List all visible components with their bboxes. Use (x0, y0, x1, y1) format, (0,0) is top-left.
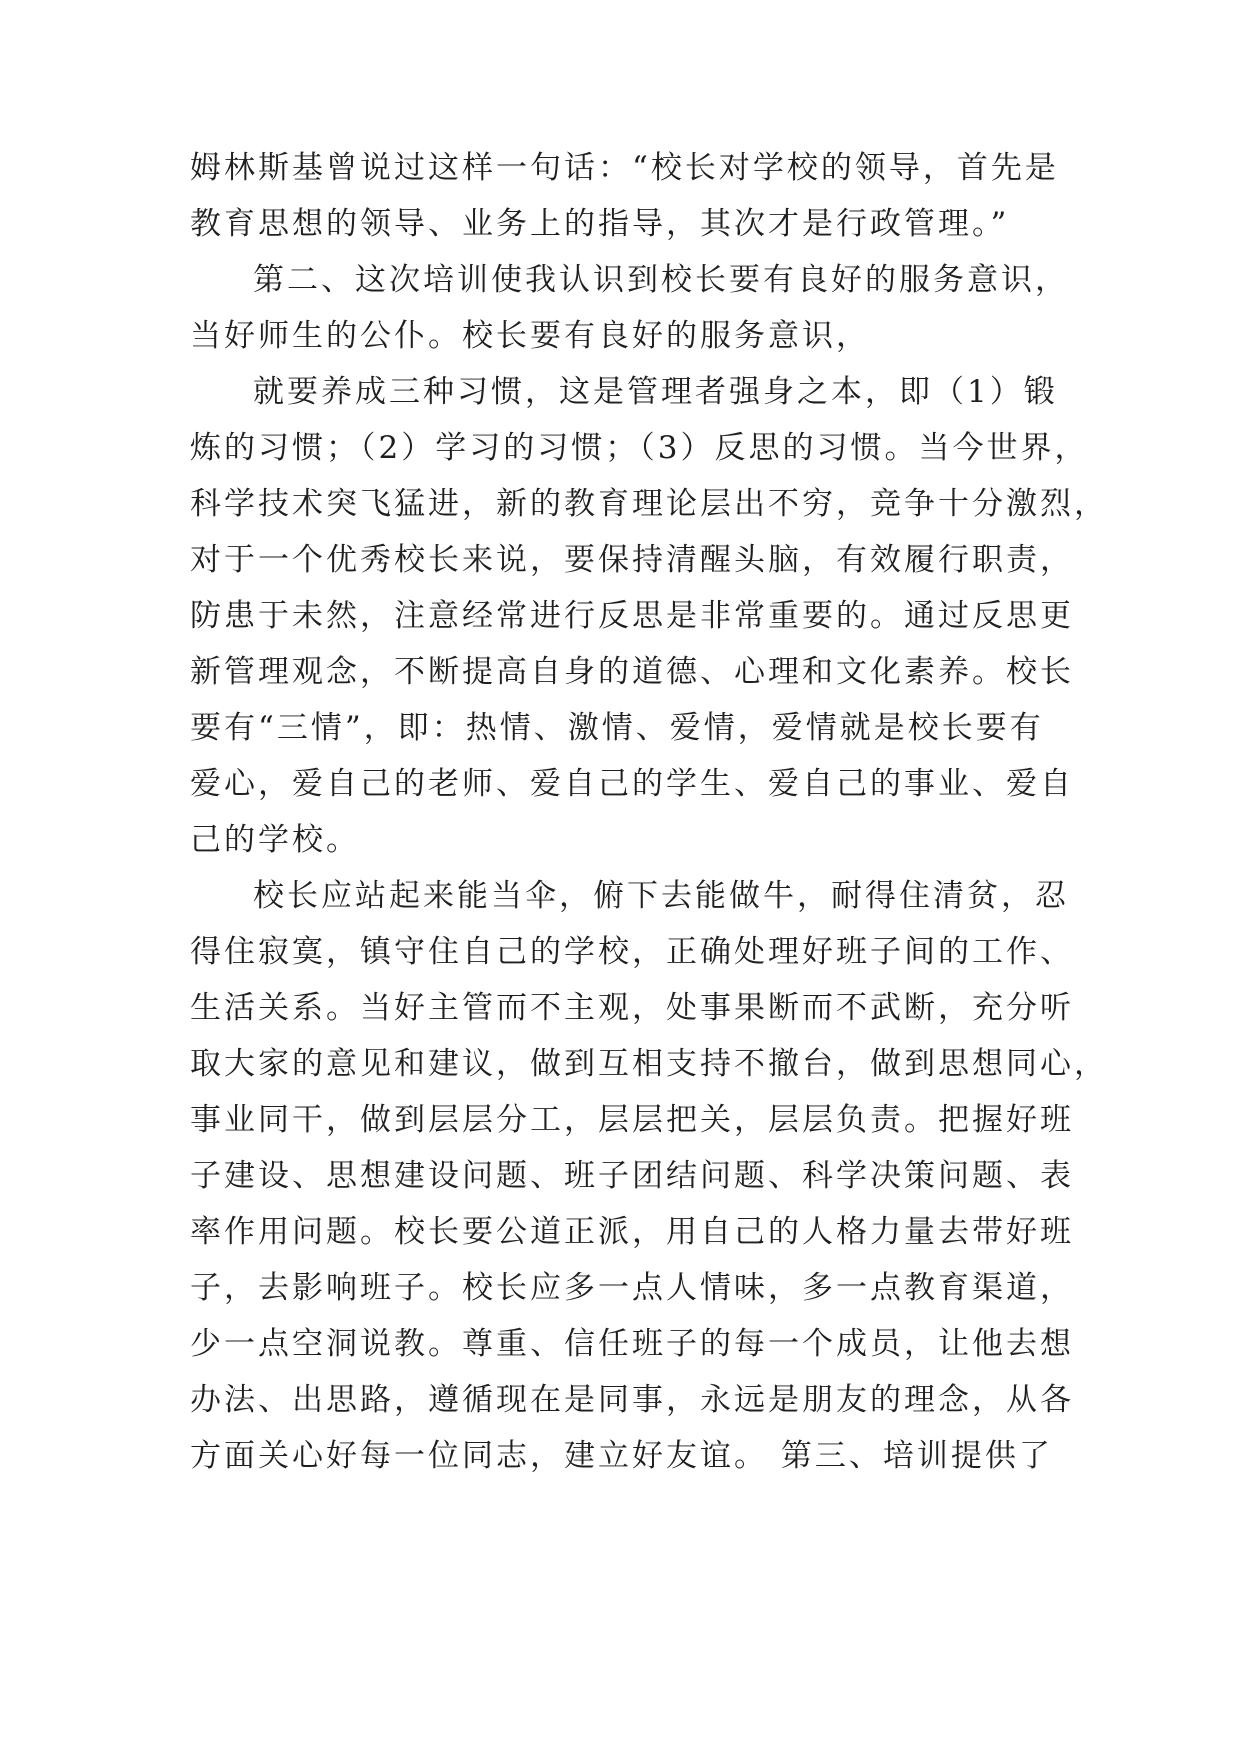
text-line: 对于一个优秀校长来说，要保持清醒头脑，有效履行职责， (190, 542, 1074, 578)
text-line: 子，去影响班子。校长应多一点人情味，多一点教育渠道， (190, 1270, 1074, 1306)
text-line: 当好师生的公仆。校长要有良好的服务意识， (190, 318, 870, 354)
text-line: 炼的习惯；（2）学习的习惯；（3）反思的习惯。当今世界， (190, 430, 1089, 466)
text-line: 生活关系。当好主管而不主观，处事果断而不武断，充分听 (190, 990, 1074, 1026)
text-line: 爱心，爱自己的老师、爱自己的学生、爱自己的事业、爱自 (190, 766, 1074, 802)
text-line: 防患于未然，注意经常进行反思是非常重要的。通过反思更 (190, 598, 1074, 634)
text-line: 第二、这次培训使我认识到校长要有良好的服务意识， (253, 262, 1069, 298)
text-line: 新管理观念，不断提高自身的道德、心理和文化素养。校长 (190, 654, 1074, 690)
text-line: 事业同干，做到层层分工，层层把关，层层负责。把握好班 (190, 1102, 1074, 1138)
text-line: 教育思想的领导、业务上的指导，其次才是行政管理。” (190, 206, 1010, 242)
text-line: 办法、出思路，遵循现在是同事，永远是朋友的理念，从各 (190, 1382, 1074, 1418)
text-line: 得住寂寞，镇守住自己的学校，正确处理好班子间的工作、 (190, 934, 1074, 970)
text-line: 方面关心好每一位同志，建立好友谊。 第三、培训提供了 (190, 1438, 1053, 1474)
text-line: 科学技术突飞猛进，新的教育理论层出不穷，竞争十分激烈， (190, 486, 1108, 522)
text-line: 己的学校。 (190, 822, 360, 858)
text-line: 少一点空洞说教。尊重、信任班子的每一个成员，让他去想 (190, 1326, 1074, 1362)
text-line: 校长应站起来能当伞，俯下去能做牛，耐得住清贫，忍 (253, 878, 1069, 914)
text-line: 要有“三情”，即：热情、激情、爱情，爱情就是校长要有 (190, 710, 1044, 746)
text-line: 取大家的意见和建议，做到互相支持不撤台，做到思想同心， (190, 1046, 1108, 1082)
text-line: 姆林斯基曾说过这样一句话：“校长对学校的领导，首先是 (190, 150, 1059, 186)
text-line: 率作用问题。校长要公道正派，用自己的人格力量去带好班 (190, 1214, 1074, 1250)
text-line: 子建设、思想建设问题、班子团结问题、科学决策问题、表 (190, 1158, 1074, 1194)
body-text (190, 140, 1108, 1484)
text-line: 就要养成三种习惯，这是管理者强身之本，即（1）锻 (253, 374, 1058, 410)
